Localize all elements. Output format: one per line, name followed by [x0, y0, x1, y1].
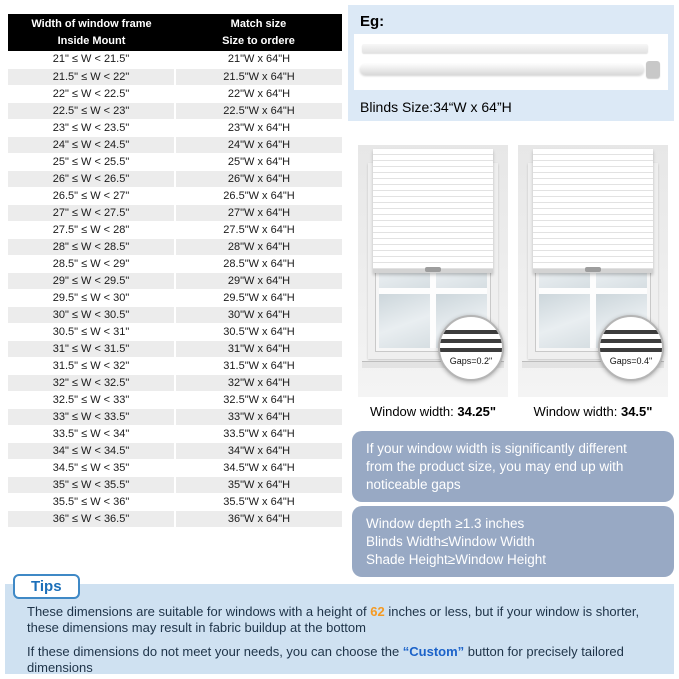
width-range-cell: 29.5" ≤ W < 30"	[8, 289, 175, 306]
match-size-cell: 29.5"W x 64"H	[175, 289, 342, 306]
match-size-cell: 28"W x 64"H	[175, 238, 342, 255]
table-row	[8, 68, 342, 85]
table-row	[8, 153, 342, 170]
window-width-caption-2	[518, 404, 668, 419]
width-range-cell: 30.5" ≤ W < 31"	[8, 323, 175, 340]
table-row	[8, 119, 342, 136]
tips-p2-highlight-custom: “Custom”	[402, 643, 465, 659]
blinds-size-text: Blinds Size:34“W x 64”H	[360, 99, 512, 115]
table-row	[8, 204, 342, 221]
cellular-shade	[373, 149, 493, 273]
match-size-cell: 25"W x 64"H	[175, 153, 342, 170]
match-size-cell: 34"W x 64"H	[175, 442, 342, 459]
col-header-match-size-line1: Match size	[230, 18, 287, 30]
tips-badge: Tips	[13, 574, 80, 599]
table-row	[8, 136, 342, 153]
width-range-cell: 34.5" ≤ W < 35"	[8, 459, 175, 476]
width-range-cell: 21.5" ≤ W < 22"	[8, 68, 175, 85]
gap-warning-line3: noticeable gaps	[366, 476, 461, 492]
match-size-cell: 29"W x 64"H	[175, 272, 342, 289]
col-header-window-width	[8, 14, 175, 51]
col-header-match-size	[175, 14, 342, 51]
tips-text	[27, 604, 662, 679]
gap-warning-line1: If your window width is significantly different	[366, 441, 627, 456]
gap-stripes-icon	[600, 330, 662, 354]
gap-zoom-callout-1	[438, 315, 504, 381]
width-range-cell: 31.5" ≤ W < 32"	[8, 357, 175, 374]
width-range-cell: 21" ≤ W < 21.5"	[8, 51, 175, 68]
gap-zoom-callout-2	[598, 315, 664, 381]
table-row	[8, 323, 342, 340]
match-size-cell: 30.5"W x 64"H	[175, 323, 342, 340]
window-width-caption-1	[358, 404, 508, 419]
blinds-rail-photo	[354, 34, 668, 90]
width-range-cell: 26.5" ≤ W < 27"	[8, 187, 175, 204]
example-label: Eg:	[360, 13, 385, 30]
width-range-cell: 28" ≤ W < 28.5"	[8, 238, 175, 255]
width-range-cell: 22" ≤ W < 22.5"	[8, 85, 175, 102]
table-row	[8, 476, 342, 493]
col-header-window-width-line2: Inside Mount	[57, 34, 126, 47]
tips-p1-before: These dimensions are suitable for windows with a height of	[27, 604, 371, 619]
match-size-cell: 21"W x 64"H	[175, 51, 342, 68]
requirements-box	[352, 506, 674, 577]
width-range-cell: 35.5" ≤ W < 36"	[8, 493, 175, 510]
width-range-cell: 25" ≤ W < 25.5"	[8, 153, 175, 170]
match-size-cell: 26.5"W x 64"H	[175, 187, 342, 204]
requirement-depth: Window depth ≥1.3 inches	[366, 516, 525, 531]
table-row	[8, 340, 342, 357]
col-header-match-size-line2: Size to ordere	[222, 34, 295, 47]
table-row	[8, 255, 342, 272]
shade-handle	[585, 267, 601, 272]
match-size-cell: 33"W x 64"H	[175, 408, 342, 425]
example-panel	[348, 5, 674, 121]
window-pane	[379, 294, 430, 348]
tips-p1-after: inches or less, but if your window is shorter, these dimensions may result in fabric buildup at the bottom	[27, 604, 640, 636]
width-range-cell: 34" ≤ W < 34.5"	[8, 442, 175, 459]
blinds-headrail	[362, 44, 648, 53]
table-row	[8, 51, 342, 68]
width-range-cell: 27.5" ≤ W < 28"	[8, 221, 175, 238]
tips-p2-before: If these dimensions do not meet your needs, you can choose the	[27, 643, 403, 659]
gap-label-1: Gaps=0.2"	[449, 356, 493, 366]
width-range-cell: 36" ≤ W < 36.5"	[8, 510, 175, 527]
width-range-cell: 30" ≤ W < 30.5"	[8, 306, 175, 323]
match-size-cell: 22"W x 64"H	[175, 85, 342, 102]
tips-paragraph-1	[27, 604, 662, 637]
match-size-cell: 33.5"W x 64"H	[175, 425, 342, 442]
table-row	[8, 391, 342, 408]
cellular-shade	[533, 149, 653, 273]
table-row	[8, 442, 342, 459]
caption-prefix: Window width:	[533, 404, 621, 419]
window-example-1	[358, 145, 508, 397]
gap-stripes-icon	[440, 330, 502, 354]
table-row	[8, 357, 342, 374]
match-size-cell: 32"W x 64"H	[175, 374, 342, 391]
width-range-cell: 33.5" ≤ W < 34"	[8, 425, 175, 442]
match-size-cell: 36"W x 64"H	[175, 510, 342, 527]
window-pane	[539, 294, 590, 348]
match-size-cell: 24"W x 64"H	[175, 136, 342, 153]
blinds-rod	[360, 64, 644, 75]
requirement-width: Blinds Width≤Window Width	[366, 533, 535, 549]
requirement-height: Shade Height≥Window Height	[366, 551, 547, 567]
width-range-cell: 35" ≤ W < 35.5"	[8, 476, 175, 493]
width-range-cell: 24" ≤ W < 24.5"	[8, 136, 175, 153]
caption-value: 34.25"	[457, 404, 497, 419]
width-range-cell: 29" ≤ W < 29.5"	[8, 272, 175, 289]
match-size-cell: 32.5"W x 64"H	[175, 391, 342, 408]
table-row	[8, 187, 342, 204]
table-row	[8, 306, 342, 323]
match-size-cell: 26"W x 64"H	[175, 170, 342, 187]
width-range-cell: 31" ≤ W < 31.5"	[8, 340, 175, 357]
match-size-cell: 23"W x 64"H	[175, 119, 342, 136]
table-row	[8, 238, 342, 255]
table-row	[8, 493, 342, 510]
match-size-cell: 27.5"W x 64"H	[175, 221, 342, 238]
width-range-cell: 32.5" ≤ W < 33"	[8, 391, 175, 408]
col-header-window-width-line1: Width of window frame	[31, 18, 152, 30]
width-range-cell: 27" ≤ W < 27.5"	[8, 204, 175, 221]
match-size-cell: 31"W x 64"H	[175, 340, 342, 357]
width-range-cell: 32" ≤ W < 32.5"	[8, 374, 175, 391]
table-row	[8, 221, 342, 238]
width-range-cell: 22.5" ≤ W < 23"	[8, 102, 175, 119]
shade-handle	[425, 267, 441, 272]
width-range-cell: 28.5" ≤ W < 29"	[8, 255, 175, 272]
table-row	[8, 374, 342, 391]
tips-panel	[5, 578, 674, 675]
rod-end-cap	[646, 61, 660, 78]
match-size-cell: 35"W x 64"H	[175, 476, 342, 493]
table-row	[8, 510, 342, 527]
table-row	[8, 85, 342, 102]
table-row	[8, 459, 342, 476]
caption-prefix: Window width:	[369, 404, 458, 419]
match-size-cell: 27"W x 64"H	[175, 204, 342, 221]
table-row	[8, 102, 342, 119]
width-range-cell: 33" ≤ W < 33.5"	[8, 408, 175, 425]
table-row	[8, 170, 342, 187]
gap-warning-box	[352, 431, 674, 502]
match-size-cell: 28.5"W x 64"H	[175, 255, 342, 272]
match-size-cell: 21.5"W x 64"H	[175, 68, 342, 85]
match-size-cell: 22.5"W x 64"H	[175, 102, 342, 119]
size-chart-table	[8, 14, 342, 528]
table-row	[8, 272, 342, 289]
caption-value: 34.5"	[620, 404, 653, 419]
tips-p1-highlight-62: 62	[370, 604, 385, 619]
match-size-cell: 30"W x 64"H	[175, 306, 342, 323]
window-example-2	[518, 145, 668, 397]
table-row	[8, 425, 342, 442]
match-size-cell: 35.5"W x 64"H	[175, 493, 342, 510]
table-row	[8, 289, 342, 306]
width-range-cell: 23" ≤ W < 23.5"	[8, 119, 175, 136]
tips-paragraph-2	[27, 644, 662, 677]
table-header-row	[8, 14, 342, 51]
match-size-cell: 34.5"W x 64"H	[175, 459, 342, 476]
gap-warning-line2: from the product size, you may end up with	[366, 458, 624, 474]
gap-label-2: Gaps=0.4"	[609, 356, 653, 366]
match-size-cell: 31.5"W x 64"H	[175, 357, 342, 374]
width-range-cell: 26" ≤ W < 26.5"	[8, 170, 175, 187]
size-table-body	[8, 51, 342, 527]
table-row	[8, 408, 342, 425]
tips-p2-after: button for precisely tailored dimensions	[27, 643, 624, 675]
